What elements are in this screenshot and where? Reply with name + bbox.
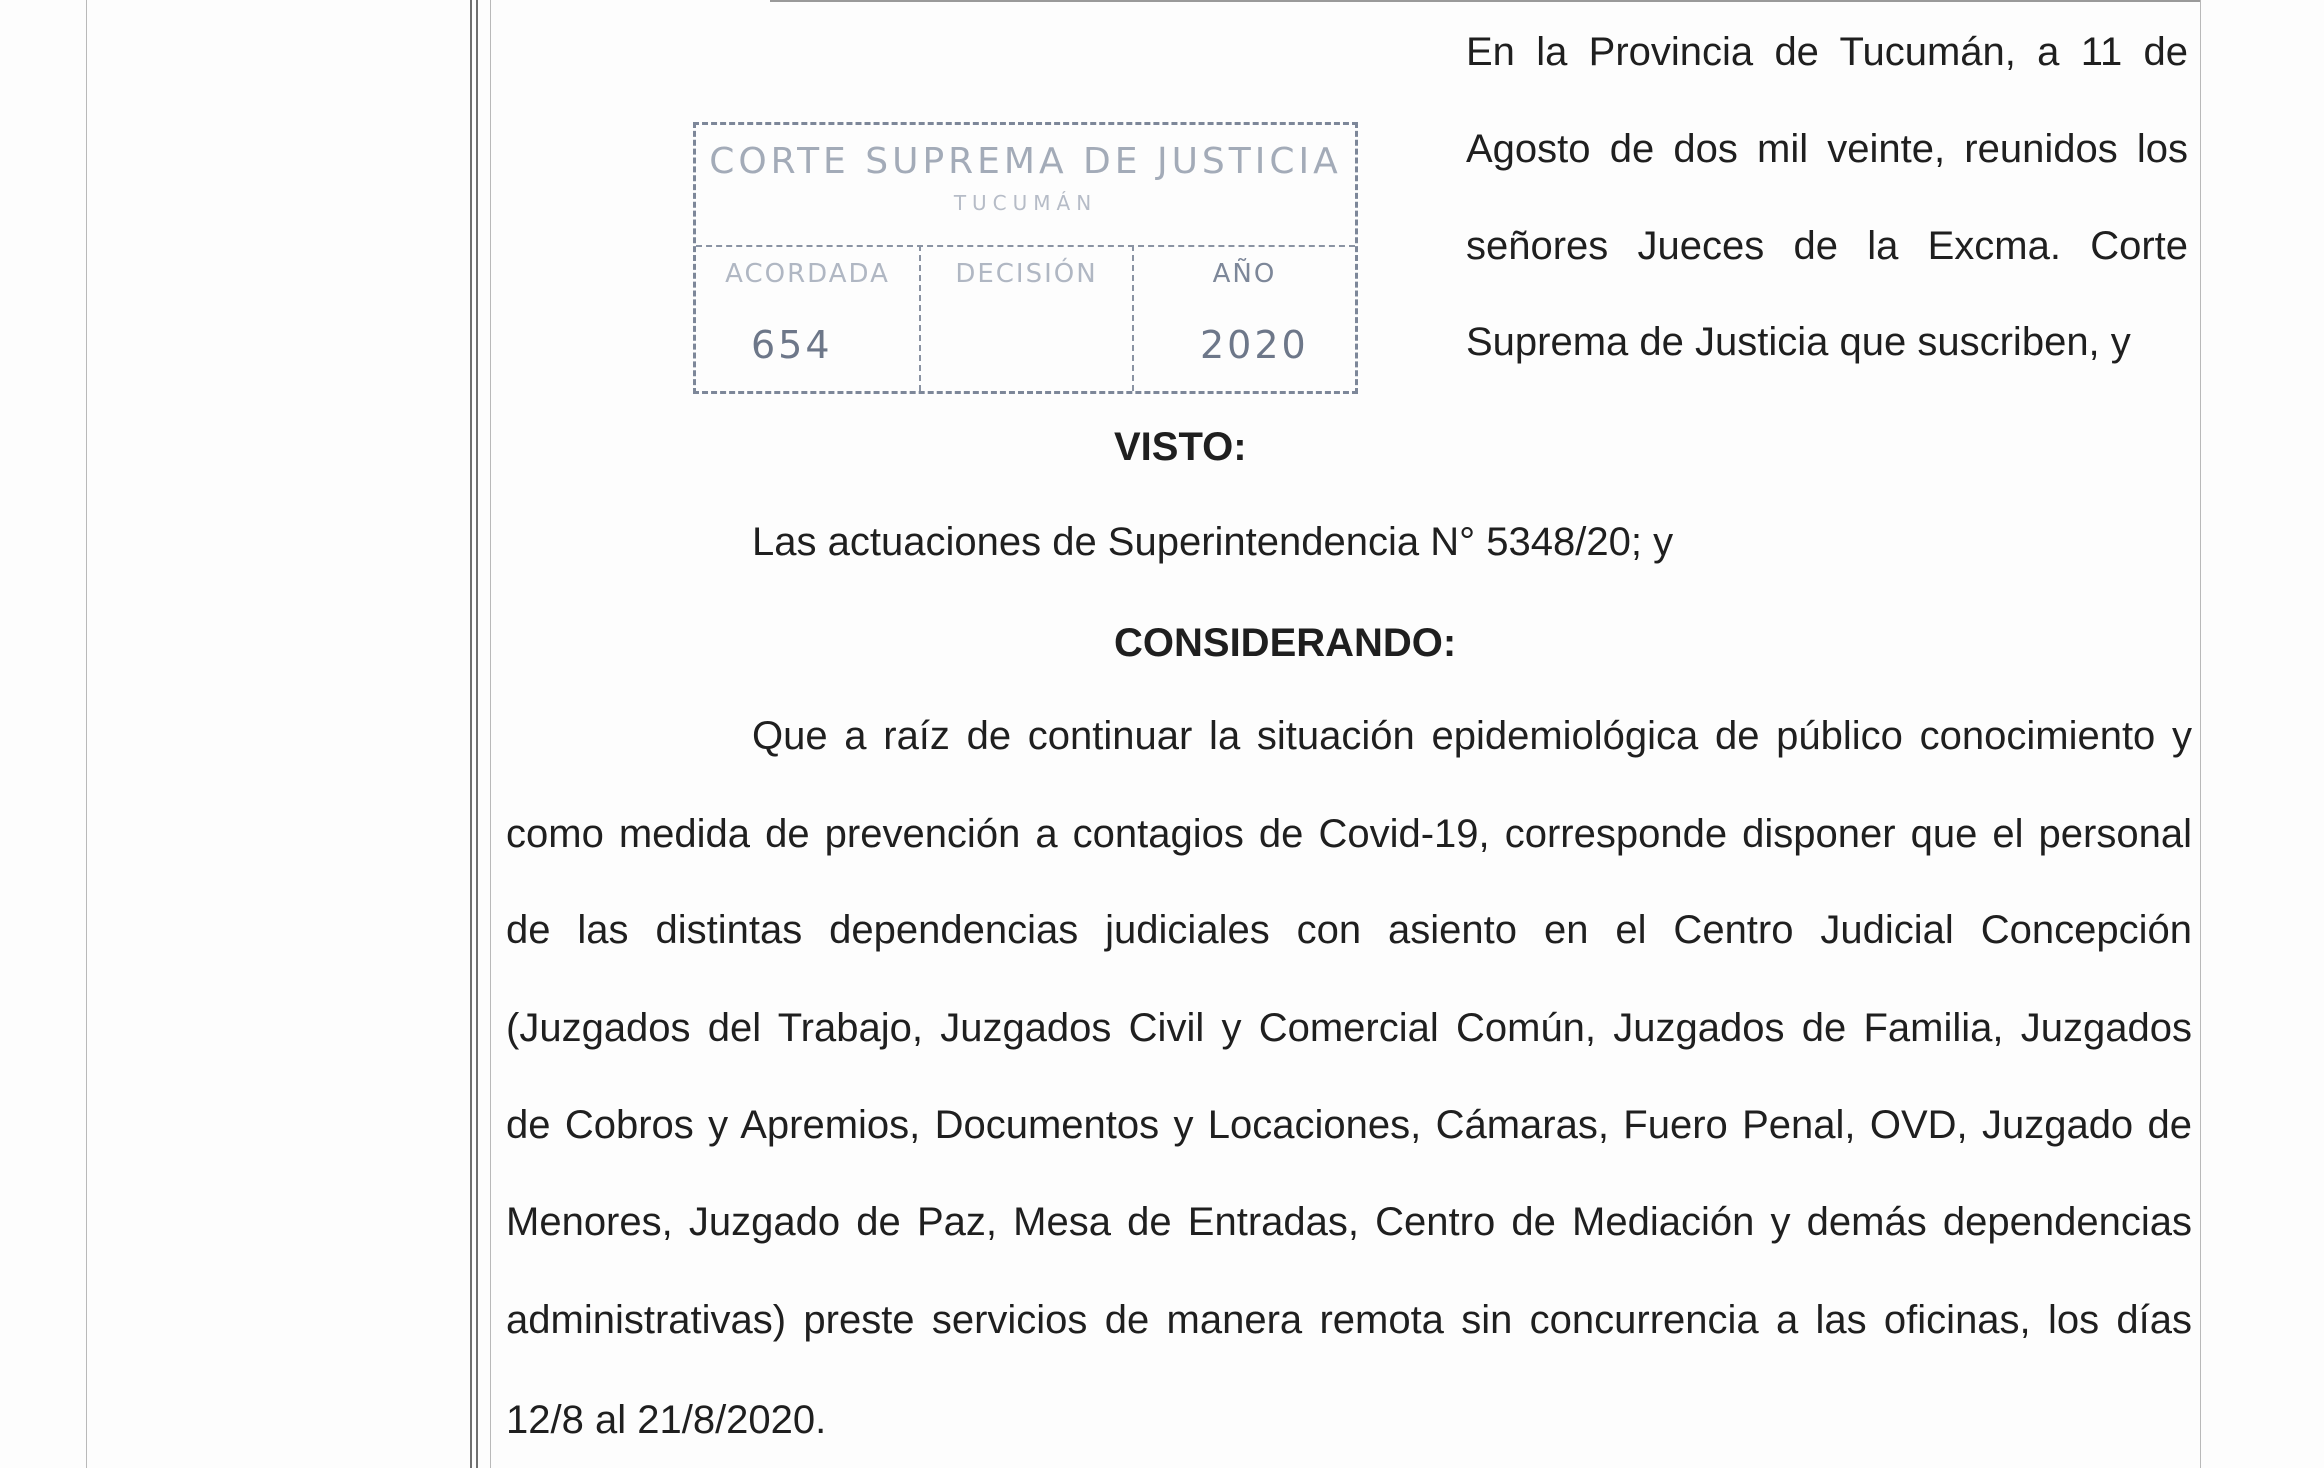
considerando-line-3: de las distintas dependencias judiciales con asiento en el Centro Judicial Concepción [506,908,2192,952]
binding-rule-2 [476,0,478,1468]
stamp-cell-decision [921,245,1134,391]
stamp-label-decision: DECISIÓN [955,259,1098,289]
stamp-fields [696,245,1355,391]
considerando-line-7: administrativas) preste servicios de manera remota sin concurrencia a las oficinas, los días [506,1298,2192,1342]
considerando-line-6: Menores, Juzgado de Paz, Mesa de Entradas, Centro de Mediación y demás dependencias [506,1200,2192,1244]
binding-rule-3 [490,0,491,1468]
top-border-rule [770,0,2200,2]
considerando-line-2: como medida de prevención a contagios de Covid-19, corresponde disponer que el personal [506,812,2192,856]
stamp-label-anio: AÑO [1212,259,1277,289]
stamp-label-acordada: ACORDADA [725,259,890,289]
court-stamp [693,122,1358,394]
left-margin-rule [86,0,87,1468]
visto-text: Las actuaciones de Superintendencia N° 5348/20; y [752,520,1674,564]
considerando-heading: CONSIDERANDO: [1114,621,1457,665]
intro-line-1: En la Provincia de Tucumán, a 11 de [1466,30,2188,74]
right-margin-rule [2200,0,2201,1468]
stamp-cell-acordada [696,245,921,391]
considerando-line-1: Que a raíz de continuar la situación epidemiológica de público conocimiento y [752,714,2192,758]
stamp-header [696,125,1355,247]
intro-line-2: Agosto de dos mil veinte, reunidos los [1466,127,2188,171]
considerando-line-8: 12/8 al 21/8/2020. [506,1398,827,1442]
binding-rule-1 [470,0,472,1468]
stamp-court-name: CORTE SUPREMA DE JUSTICIA [709,141,1342,182]
stamp-value-acordada: 654 [751,323,833,367]
intro-line-4: Suprema de Justicia que suscriben, y [1466,320,2131,364]
considerando-line-4: (Juzgados del Trabajo, Juzgados Civil y Comercial Común, Juzgados de Familia, Juzgados [506,1006,2192,1050]
stamp-cell-anio [1134,245,1355,391]
stamp-value-anio: 2020 [1200,323,1309,367]
considerando-line-5: de Cobros y Apremios, Documentos y Locaciones, Cámaras, Fuero Penal, OVD, Juzgado de [506,1103,2192,1147]
visto-heading: VISTO: [1114,425,1247,469]
intro-line-3: señores Jueces de la Excma. Corte [1466,224,2188,268]
stamp-province: TUCUMÁN [953,191,1098,215]
